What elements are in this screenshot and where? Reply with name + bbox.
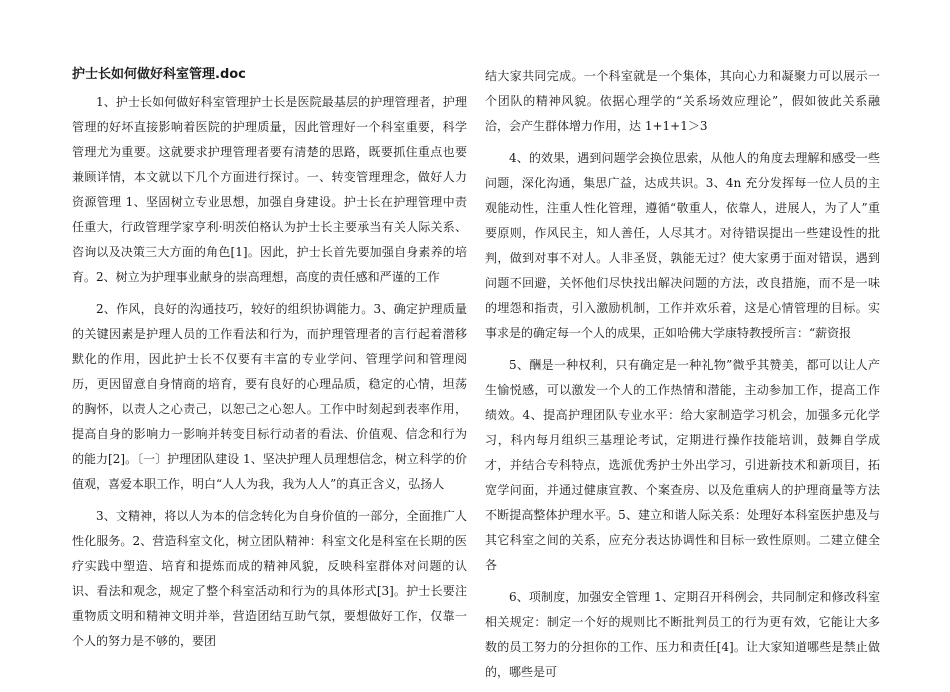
- paragraph-continuation: 结大家共同完成。一个科室就是一个集体，其向心力和凝聚力可以展示一个团队的精神风貌。依据心理学的“关系场效应理论”，假如彼此关系融洽，会产生群体增力作用，达 1+1+1＞3: [485, 69, 880, 133]
- right-column: [485, 64, 880, 692]
- paragraph: 3、文精神，将以人为本的信念转化为自身价值的一部分，全面推广人性化服务。2、营造科室文化，树立团队精神：科室文化是科室在长期的医疗实践中塑造、培育和提炼而成的精神风貌，反映科室群体对问题的认识、看法和观念，规定了整个科室活动和行为的具体形式[3]。护士长要注重物质文明和精神文明并举，营造团结互助气氛，要想做好工作，仅靠一个人的努力是不够的，要团: [72, 509, 467, 648]
- paragraph: 5、酬是一种权利，只有确定是一种礼物”微乎其赞美，都可以让人产生愉悦感，可以激发一个人的工作热情和潜能，主动参加工作，提高工作绩效。4、提高护理团队专业水平：给大家制造学习机会，加强多元化学习，科内每月组织三基理论考试，定期进行操作技能培训，鼓舞自学成才，并结合专科特点，选派优秀护士外出学习，引进新技术和新项目，拓宽学问面，并通过健康宣教、个案查房、以及危重病人的护理商量等方法不断提高整体护理水平。5、建立和谐人际关系：处理好本科室医护患及与其它科室之间的关系，应充分表达协调性和目标一致性原则。二建立健全各: [485, 358, 880, 572]
- paragraph: 2、作风，良好的沟通技巧，较好的组织协调能力。3、确定护理质量的关键因素是护理人员的工作看法和行为，而护理管理者的言行起着潜移默化的作用，因此护士长不仅要有丰富的专业学问、管理学问和管理阅历，更因留意自身情商的培育，要有良好的心理品质，稳定的心情，坦荡的胸怀，以责人之心责己，以恕己之心恕人。工作中时刻起到表率作用，提高自身的影响力一影响并转变目标行动者的看法、价值观、信念和行为的能力[2]。〔一〕护理团队建设 1、坚决护理人员理想信念，树立科学的价值观，喜爱本职工作，明白“人人为我，我为人人”的真正含义，弘扬人: [72, 302, 467, 491]
- paragraph: 6、项制度，加强安全管理 1、定期召开科例会，共同制定和修改科室相关规定：制定一个好的规则比不断批判员工的行为更有效，它能让大多数的员工努力的分担你的工作、压力和责任[4]。让大家知道哪些是禁止做的，哪些是可: [485, 590, 880, 679]
- left-column: [72, 60, 467, 661]
- paragraph: 1、护士长如何做好科室管理护士长是医院最基层的护理管理者，护理管理的好坏直接影响着医院的护理质量，因此管理好一个科室重要，科学管理尤为重要。这就要求护理管理者要有清楚的思路，既要抓住重点也要兼顾详情，本文就以下几个方面进行探讨。一、转变管理理念，做好人力资源管理 1、坚固树立专业思想，加强自身建设。护士长在护理管理中责任重大，行政管理学家亨利·明茨伯格认为护士长主要承当有关人际关系、咨询以及决策三大方面的角色[1]。因此，护士长首先要加强自身素养的培育。2、树立为护理事业献身的崇高理想，高度的责任感和严谨的工作: [72, 95, 467, 284]
- document-title: 护士长如何做好科室管理.doc: [72, 67, 246, 82]
- paragraph: 4、的效果，遇到问题学会换位思索，从他人的角度去理解和感受一些问题，深化沟通，集思广益，达成共识。3、4n 充分发挥每一位人员的主观能动性，注重人性化管理，遵循“敬重人，依靠人，进展人，为了人”重要原则，作风民主，知人善任，人尽其才。对待错误提出一些建设性的批判，做到对事不对人。人非圣贤，孰能无过？使大家勇于面对错误，遇到问题不回避，关怀他们尽快找出解决问题的方法，改良措施，而不是一味的埋怨和指责，引入激励机制，工作并欢乐着，这是心情管理的目标。实事求是的确定每一个人的成果，正如哈佛大学康特教授所言：“薪资报: [485, 151, 880, 340]
